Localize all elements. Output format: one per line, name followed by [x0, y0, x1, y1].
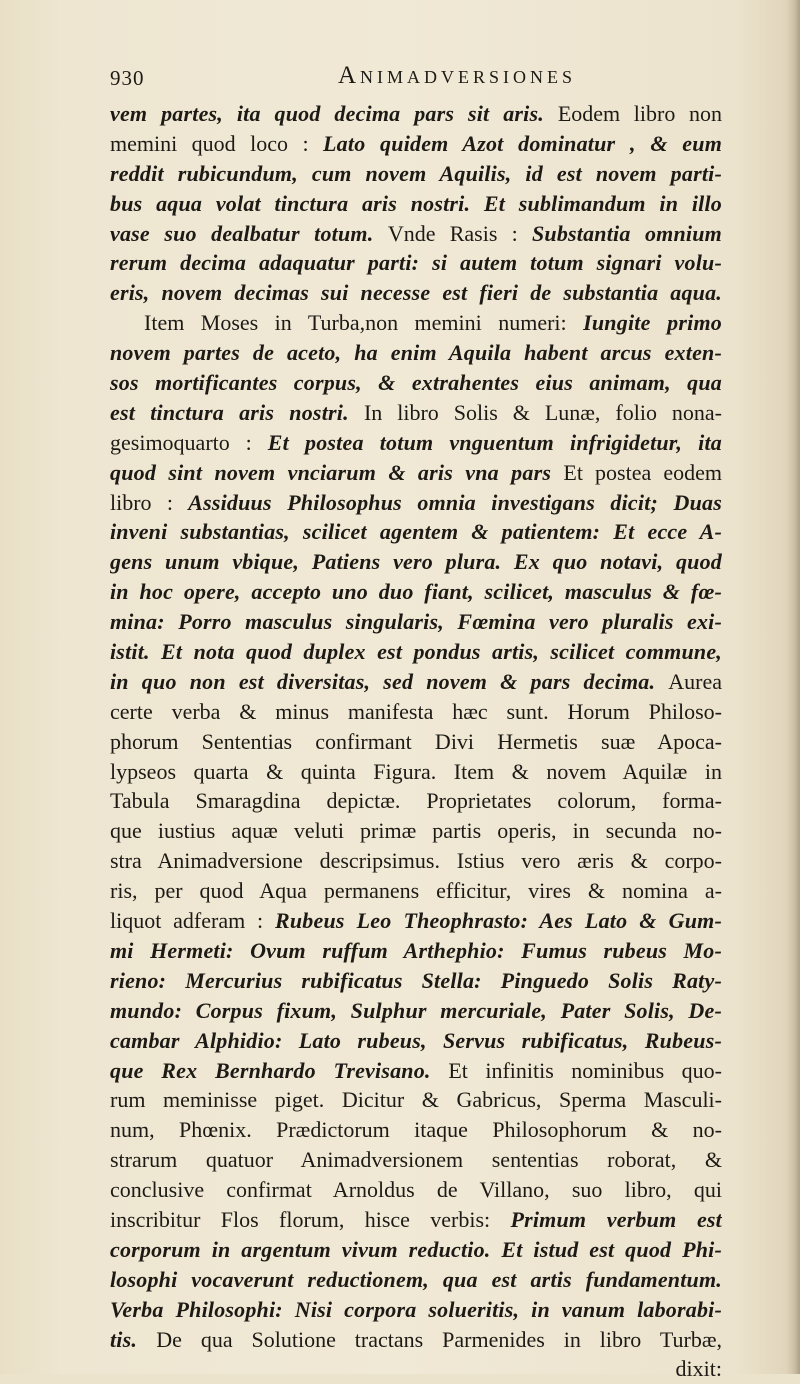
roman-text-span: stra Animadversione descripsimus. Istius vero æris & corpo-	[110, 848, 722, 874]
roman-text-span: strarum quatuor Animadversionem sententias roborat, &	[110, 1147, 722, 1173]
text-line	[110, 577, 722, 607]
text-line	[110, 906, 722, 936]
text-line	[110, 1295, 722, 1325]
italic-text-span: Substantia omnium	[531, 220, 722, 246]
text-line	[110, 1325, 722, 1355]
roman-text-span: ris, per quod Aqua permanens efficitur, vires & nomina a-	[110, 878, 722, 904]
text-line	[110, 727, 722, 757]
italic-text-span: novem partes de aceto, ha enim Aquila habent arcus exten-	[110, 340, 722, 366]
italic-text-span: Rubeus Leo Theophrasto: Aes Lato & Gum-	[274, 908, 722, 934]
text-line	[110, 1115, 722, 1145]
roman-text-span: Tabula Smaragdina depictæ. Proprietates colorum, forma-	[110, 788, 722, 814]
roman-text-span: De qua Solutione tractans Parmenides in libro Turbæ,	[156, 1326, 722, 1352]
italic-text-span: corporum in argentum vivum reductio. Et istud est quod Phi-	[110, 1236, 722, 1262]
roman-text-span: Item Moses in Turba,non memini numeri:	[144, 310, 584, 336]
italic-text-span: vem partes, ita quod decima pars sit aris.	[110, 101, 558, 126]
roman-text-span: Et postea eodem	[563, 459, 722, 485]
text-line	[110, 1175, 722, 1205]
text-line	[110, 786, 722, 816]
text-line	[110, 398, 722, 428]
italic-text-span: eris, novem decimas sui necesse est fieri de substantia aqua.	[110, 280, 722, 306]
text-line	[110, 607, 722, 637]
text-line	[110, 996, 722, 1026]
italic-text-span: mina: Porro masculus singularis, Fœmina vero pluralis exi-	[110, 609, 722, 635]
body-text	[110, 99, 722, 1384]
roman-text-span: certe verba & minus manifesta hæc sunt. Horum Philoso-	[110, 698, 722, 724]
roman-text-span: lypseos quarta & quinta Figura. Item & novem Aquilæ in	[110, 758, 722, 784]
text-line	[110, 338, 722, 368]
page-header	[110, 60, 730, 94]
italic-text-span: Lato quidem Azot dominatur , & eum	[323, 130, 722, 156]
text-line	[110, 99, 722, 129]
text-line	[110, 637, 722, 667]
text-line	[110, 1085, 722, 1115]
italic-text-span: in hoc opere, accepto uno duo fiant, scilicet, masculus & fœ-	[110, 579, 722, 605]
text-line	[110, 517, 722, 547]
text-line	[110, 1235, 722, 1265]
text-line	[110, 1265, 722, 1295]
italic-text-span: losophi vocaverunt reductionem, qua est artis fundamentum.	[110, 1266, 722, 1292]
text-line	[110, 757, 722, 787]
text-line	[110, 189, 722, 219]
italic-text-span: istit. Et nota quod duplex est pondus artis, scilicet commune,	[110, 639, 722, 665]
italic-text-span: mundo: Corpus fixum, Sulphur mercuriale, Pater Solis, De-	[110, 997, 722, 1023]
roman-text-span: que iustius aquæ veluti primæ partis operis, in secunda no-	[110, 818, 722, 844]
italic-text-span: Et postea totum vnguentum infrigidetur, ita	[267, 429, 722, 455]
italic-text-span: Verba Philosophi: Nisi corpora solueritis, in vanum laborabi-	[110, 1296, 722, 1322]
italic-text-span: Iungite primo	[583, 310, 722, 336]
text-line	[110, 129, 722, 159]
italic-text-span: gens unum vbique, Patiens vero plura. Ex quo notavi, quod	[110, 549, 722, 575]
italic-text-span: in quo non est diversitas, sed novem & pars decima.	[110, 668, 669, 694]
running-head: Animadversiones	[338, 62, 577, 89]
roman-text-span: gesimoquarto :	[110, 429, 268, 455]
italic-text-span: inveni substantias, scilicet agentem & patientem: Et ecce A-	[110, 519, 722, 545]
page-number: 930	[110, 66, 145, 90]
text-line	[110, 667, 722, 697]
roman-text-span: num, Phœnix. Prædictorum itaque Philosophorum & no-	[110, 1117, 722, 1143]
text-line	[110, 308, 722, 338]
italic-text-span: est tinctura aris nostri.	[110, 399, 364, 425]
text-line	[110, 248, 722, 278]
roman-text-span: liquot adferam :	[110, 908, 275, 934]
roman-text-span: Aurea	[668, 668, 722, 694]
page-edge-shadow	[786, 0, 800, 1374]
text-line	[110, 846, 722, 876]
italic-text-span: que Rex Bernhardo Trevisano.	[110, 1057, 449, 1083]
text-line	[110, 547, 722, 577]
text-line	[110, 1145, 722, 1175]
italic-text-span: rieno: Mercurius rubificatus Stella: Pinguedo Solis Raty-	[110, 967, 722, 993]
text-line	[110, 428, 722, 458]
roman-text-span: In libro Solis & Lunæ, folio nona-	[363, 399, 722, 425]
roman-text-span: inscribitur Flos florum, hisce verbis:	[110, 1206, 511, 1232]
roman-text-span: memini quod loco :	[110, 130, 324, 156]
roman-text-span: Vnde Rasis :	[387, 220, 532, 246]
italic-text-span: cambar Alphidio: Lato rubeus, Servus rubificatus, Rubeus-	[110, 1027, 722, 1053]
italic-text-span: reddit rubicundum, cum novem Aquilis, id est novem parti-	[110, 160, 722, 186]
text-line	[110, 697, 722, 727]
italic-text-span: bus aqua volat tinctura aris nostri. Et sublimandum in illo	[110, 190, 722, 216]
text-line	[110, 159, 722, 189]
italic-text-span: vase suo dealbatur totum.	[110, 220, 388, 246]
text-line	[110, 219, 722, 249]
roman-text-span: libro :	[110, 489, 189, 515]
italic-text-span: Assiduus Philosophus omnia investigans dicit; Duas	[188, 489, 722, 515]
roman-text-span: rum meminisse piget. Dicitur & Gabricus, Sperma Masculi-	[110, 1087, 722, 1113]
text-line	[110, 1056, 722, 1086]
italic-text-span: rerum decima adaquatur parti: si autem totum signari volu-	[110, 250, 722, 276]
text-line	[110, 966, 722, 996]
italic-text-span: tis.	[110, 1326, 157, 1352]
text-line	[110, 368, 722, 398]
text-line	[110, 1354, 722, 1384]
text-line	[110, 876, 722, 906]
text-line	[110, 278, 722, 308]
italic-text-span: mi Hermeti: Ovum ruffum Arthephio: Fumus rubeus Mo-	[110, 937, 722, 963]
text-line	[110, 488, 722, 518]
italic-text-span: sos mortificantes corpus, & extrahentes eius animam, qua	[110, 370, 722, 396]
roman-text-span: phorum Sententias confirmant Divi Hermetis suæ Apoca-	[110, 728, 722, 754]
text-line	[110, 816, 722, 846]
italic-text-span: quod sint novem vnciarum & aris vna pars	[110, 459, 564, 485]
text-line	[110, 1026, 722, 1056]
roman-text-span: Eodem libro non	[557, 101, 722, 126]
roman-text-span: Et infinitis nominibus quo-	[448, 1057, 722, 1083]
italic-text-span: Primum verbum est	[510, 1206, 722, 1232]
roman-text-span: dixit:	[675, 1356, 722, 1382]
text-line	[110, 1205, 722, 1235]
text-line	[110, 936, 722, 966]
text-line	[110, 458, 722, 488]
roman-text-span: conclusive confirmat Arnoldus de Villano, suo libro, qui	[110, 1177, 722, 1203]
